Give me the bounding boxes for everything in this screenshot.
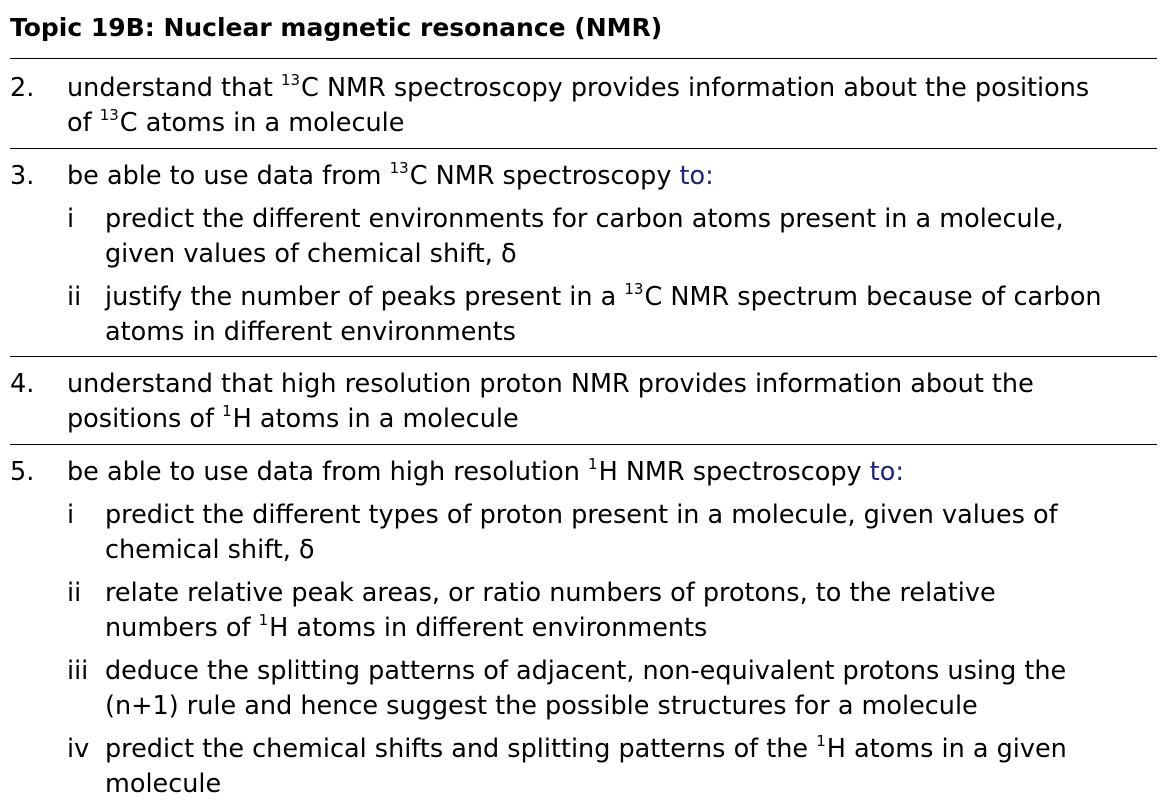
text-line — [105, 280, 1157, 315]
sub-item-iv — [67, 732, 1157, 802]
text-run: C NMR spectrum because of carbon — [644, 282, 1102, 312]
sub-item-numeral: ii — [67, 282, 82, 312]
text-run: numbers of — [105, 613, 259, 643]
isotope-superscript: 1 — [588, 455, 598, 473]
text-line: understand that high resolution proton NMR provides information about the — [67, 369, 1034, 399]
sub-item-ii — [67, 280, 1157, 350]
sub-item-i — [67, 202, 1157, 272]
item-number: 5. — [10, 457, 35, 487]
isotope-superscript: 13 — [624, 280, 644, 298]
text-run: H NMR spectroscopy — [598, 457, 870, 487]
sub-item-numeral: i — [67, 500, 75, 530]
text-line: relate relative peak areas, or ratio numbers of protons, to the relative — [105, 578, 996, 608]
spec-item-3 — [10, 149, 1157, 357]
text-run: be able to use data from — [67, 161, 390, 191]
item-text — [67, 367, 1157, 437]
text-run: of — [67, 108, 100, 138]
sub-item-numeral: iv — [67, 734, 90, 764]
item-number: 3. — [10, 161, 35, 191]
isotope-superscript: 1 — [258, 611, 269, 629]
spec-item-5 — [10, 445, 1157, 802]
item-number: 4. — [10, 369, 35, 399]
text-line: (n+1) rule and hence suggest the possible structures for a molecule — [105, 691, 978, 721]
text-run-to: to — [679, 161, 706, 191]
text-line: molecule — [105, 769, 222, 799]
text-run-colon: : — [895, 457, 904, 487]
text-line: given values of chemical shift, δ — [105, 239, 517, 269]
text-run: understand that — [67, 73, 281, 103]
text-run: positions of — [67, 404, 223, 434]
sub-item-iii — [67, 654, 1157, 724]
item-text — [67, 71, 1157, 141]
sub-item-numeral: iii — [67, 656, 89, 686]
isotope-superscript: 1 — [816, 732, 826, 750]
text-run: C atoms in a molecule — [119, 108, 405, 138]
sub-item-numeral: ii — [67, 578, 82, 608]
text-run: H atoms in a given — [826, 734, 1067, 764]
text-run-to: to — [869, 457, 896, 487]
sub-item-text — [105, 654, 1157, 724]
isotope-superscript: 13 — [99, 106, 119, 124]
isotope-superscript: 1 — [222, 402, 232, 420]
text-line: deduce the splitting patterns of adjacent, non-equivalent protons using the — [105, 656, 1067, 686]
text-run: be able to use data from high resolution — [67, 457, 589, 487]
text-line: chemical shift, δ — [105, 535, 315, 565]
sub-item-text — [105, 498, 1157, 568]
sub-item-text — [105, 280, 1157, 350]
text-run: C NMR spectroscopy — [409, 161, 680, 191]
text-line: predict the different types of proton present in a molecule, given values of — [105, 500, 1058, 530]
item-content — [67, 159, 1157, 350]
text-line: predict the different environments for carbon atoms present in a molecule, — [105, 204, 1064, 234]
text-line: atoms in different environments — [105, 317, 516, 347]
spec-item-4 — [10, 357, 1157, 445]
text-line — [105, 611, 1157, 646]
sub-item-ii — [67, 576, 1157, 646]
text-run: predict the chemical shifts and splitting patterns of the — [105, 734, 817, 764]
item-stem — [67, 159, 1157, 194]
text-run-colon: : — [705, 161, 714, 191]
item-content — [67, 455, 1157, 802]
item-stem — [67, 455, 1157, 490]
item-number: 2. — [10, 73, 35, 103]
sub-item-text — [105, 202, 1157, 272]
text-run: justify the number of peaks present in a — [105, 282, 625, 312]
isotope-superscript: 13 — [389, 159, 409, 177]
isotope-superscript: 13 — [280, 71, 301, 89]
sub-item-numeral: i — [67, 204, 75, 234]
text-line — [105, 732, 1157, 767]
text-run: H atoms in a molecule — [232, 404, 519, 434]
text-line — [67, 402, 1157, 437]
sub-item-text — [105, 732, 1157, 802]
spec-item-2 — [10, 59, 1157, 149]
topic-title: Topic 19B: Nuclear magnetic resonance (NMR) — [10, 0, 1157, 59]
text-line — [67, 106, 1157, 141]
text-line — [67, 71, 1157, 106]
sub-item-text — [105, 576, 1157, 646]
sub-item-i — [67, 498, 1157, 568]
text-run: C NMR spectroscopy provides information about the positions — [301, 73, 1090, 103]
text-run: H atoms in different environments — [269, 613, 708, 643]
